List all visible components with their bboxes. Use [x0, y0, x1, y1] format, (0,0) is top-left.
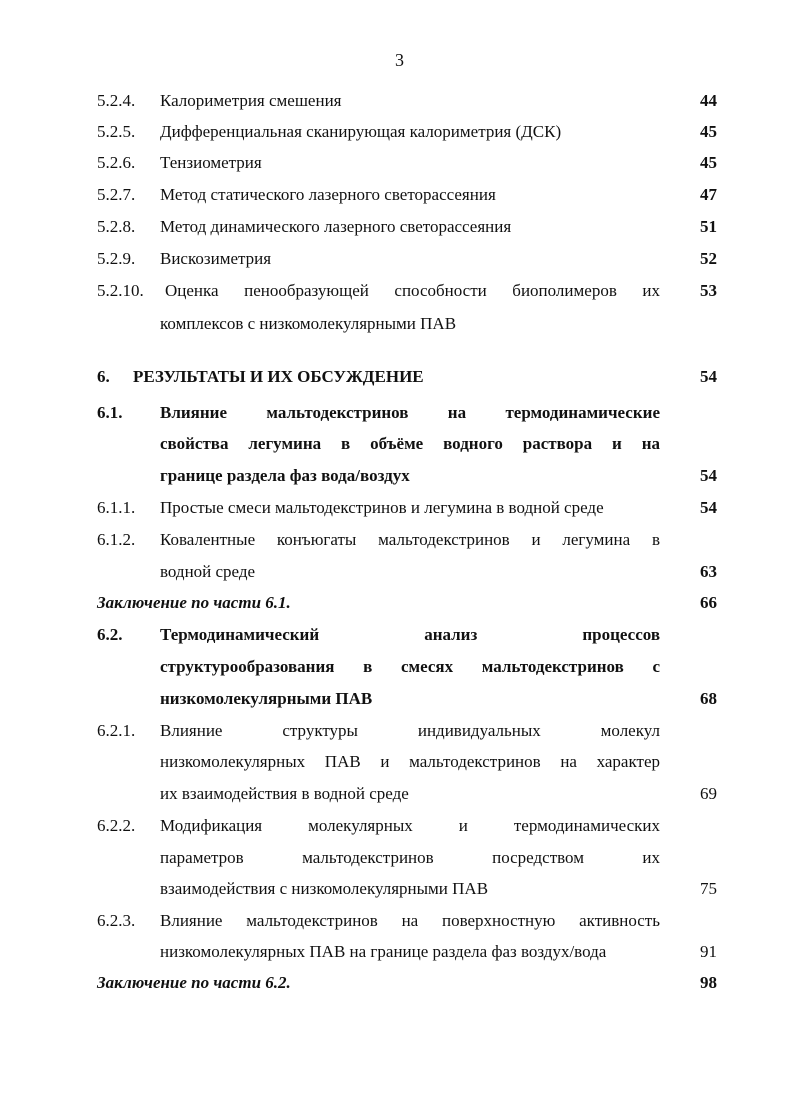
toc-entry-continuation [0, 937, 799, 967]
entry-page: 51 [700, 217, 717, 236]
toc-entry-5-2-7 [0, 180, 799, 210]
toc-entry-continuation [0, 779, 799, 809]
entry-page: 91 [700, 942, 717, 961]
conclusion-title: Заключение по части 6.2. [97, 973, 291, 992]
entry-number: 6.2.1. [97, 721, 136, 740]
entry-title: Метод динамического лазерного светорассеяния [160, 217, 512, 236]
entry-title-line: низкомолекулярных ПАВ и мальтодекстринов на характер [160, 752, 660, 771]
toc-entry-continuation [0, 874, 799, 904]
toc-entry-5-2-6 [0, 148, 799, 178]
entry-page: 54 [700, 466, 717, 485]
section-number: 6.2. [97, 625, 123, 644]
toc-conclusion-6-2 [0, 968, 799, 998]
toc-entry-continuation [0, 843, 799, 873]
toc-entry-6-2-1 [0, 716, 799, 746]
entry-page: 66 [700, 593, 717, 612]
entry-title-line: Модификация молекулярных и термодинамических [160, 816, 660, 835]
entry-page: 45 [700, 153, 717, 172]
entry-number: 5.2.5. [97, 122, 136, 141]
toc-entry-6-2-3 [0, 906, 799, 936]
entry-number: 5.2.10. [97, 281, 144, 300]
toc-entry-6-1-2 [0, 525, 799, 555]
toc-entry-continuation [0, 747, 799, 777]
entry-title-line: Влияние мальтодекстринов на поверхностную активность [160, 911, 660, 930]
entry-number: 5.2.9. [97, 249, 136, 268]
toc-entry-5-2-8 [0, 212, 799, 242]
entry-number: 5.2.8. [97, 217, 136, 236]
entry-page: 54 [700, 367, 717, 386]
entry-number: 5.2.7. [97, 185, 136, 204]
toc-entry-5-2-9 [0, 244, 799, 274]
toc-entry-5-2-10 [0, 276, 799, 306]
entry-title: Тензиометрия [160, 153, 262, 172]
entry-title-line: комплексов с низкомолекулярными ПАВ [160, 314, 457, 333]
entry-number: 6.2.2. [97, 816, 136, 835]
toc-entry-6-1-1 [0, 493, 799, 523]
entry-page: 54 [700, 498, 717, 517]
entry-title: Калориметрия смешения [160, 91, 342, 110]
entry-number: 6.1.2. [97, 530, 136, 549]
entry-title-line: водной среде [160, 562, 256, 581]
entry-page: 44 [700, 91, 717, 110]
conclusion-title: Заключение по части 6.1. [97, 593, 291, 612]
toc-entry-continuation [0, 429, 799, 459]
entry-title: Простые смеси мальтодекстринов и легумина в водной среде [160, 498, 604, 517]
entry-number: 5.2.4. [97, 91, 136, 110]
entry-page: 68 [700, 689, 717, 708]
toc-section-6-2 [0, 620, 799, 650]
entry-title-line: Ковалентные конъюгаты мальтодекстринов и легумина в [160, 530, 660, 549]
entry-page: 52 [700, 249, 717, 268]
section-title-line: структурообразования в смесях мальтодекстринов с [160, 657, 660, 676]
entry-title-line: взаимодействия с низкомолекулярными ПАВ [160, 879, 489, 898]
entry-number: 5.2.6. [97, 153, 136, 172]
entry-number: 6.2.3. [97, 911, 136, 930]
entry-title: Метод статического лазерного светорассеяния [160, 185, 496, 204]
toc-section-6-1 [0, 398, 799, 428]
toc-entry-continuation [0, 557, 799, 587]
entry-page: 98 [700, 973, 717, 992]
entry-title-line: Влияние структуры индивидуальных молекул [160, 721, 660, 740]
entry-page: 45 [700, 122, 717, 141]
entry-title: Дифференциальная сканирующая калориметрия (ДСК) [160, 122, 562, 141]
entry-number: 6.1.1. [97, 498, 136, 517]
entry-page: 53 [700, 281, 717, 300]
toc-entry-6-2-2 [0, 811, 799, 841]
toc-entry-continuation [0, 652, 799, 682]
section-title-line: низкомолекулярными ПАВ [160, 689, 373, 708]
toc-entry-continuation [0, 309, 799, 339]
toc-entry-continuation [0, 684, 799, 714]
toc-entry-5-2-4 [0, 86, 799, 116]
section-number: 6.1. [97, 403, 123, 422]
toc-entry-continuation [0, 461, 799, 491]
page-number: 3 [395, 50, 404, 70]
entry-page: 75 [700, 879, 717, 898]
section-title-line: Термодинамический анализ процессов [160, 625, 660, 644]
entry-page: 69 [700, 784, 717, 803]
entry-page: 47 [700, 185, 717, 204]
toc-chapter-6 [0, 362, 799, 392]
chapter-number: 6. [97, 367, 110, 386]
toc-conclusion-6-1 [0, 588, 799, 618]
entry-title: Вискозиметрия [160, 249, 272, 268]
section-title-line: Влияние мальтодекстринов на термодинамические [160, 403, 660, 422]
section-title-line: свойства легумина в объёме водного раствора и на [160, 434, 660, 453]
entry-title-line: низкомолекулярных ПАВ на границе раздела фаз воздух/вода [160, 942, 607, 961]
entry-title-line: их взаимодействия в водной среде [160, 784, 409, 803]
chapter-title: РЕЗУЛЬТАТЫ И ИХ ОБСУЖДЕНИЕ [133, 367, 424, 386]
toc-entry-5-2-5 [0, 117, 799, 147]
entry-page: 63 [700, 562, 717, 581]
entry-title: Оценка пенообразующей способности биополимеров их [165, 281, 660, 300]
entry-title-line: параметров мальтодекстринов посредством их [160, 848, 660, 867]
section-title-line: границе раздела фаз вода/воздух [160, 466, 410, 485]
